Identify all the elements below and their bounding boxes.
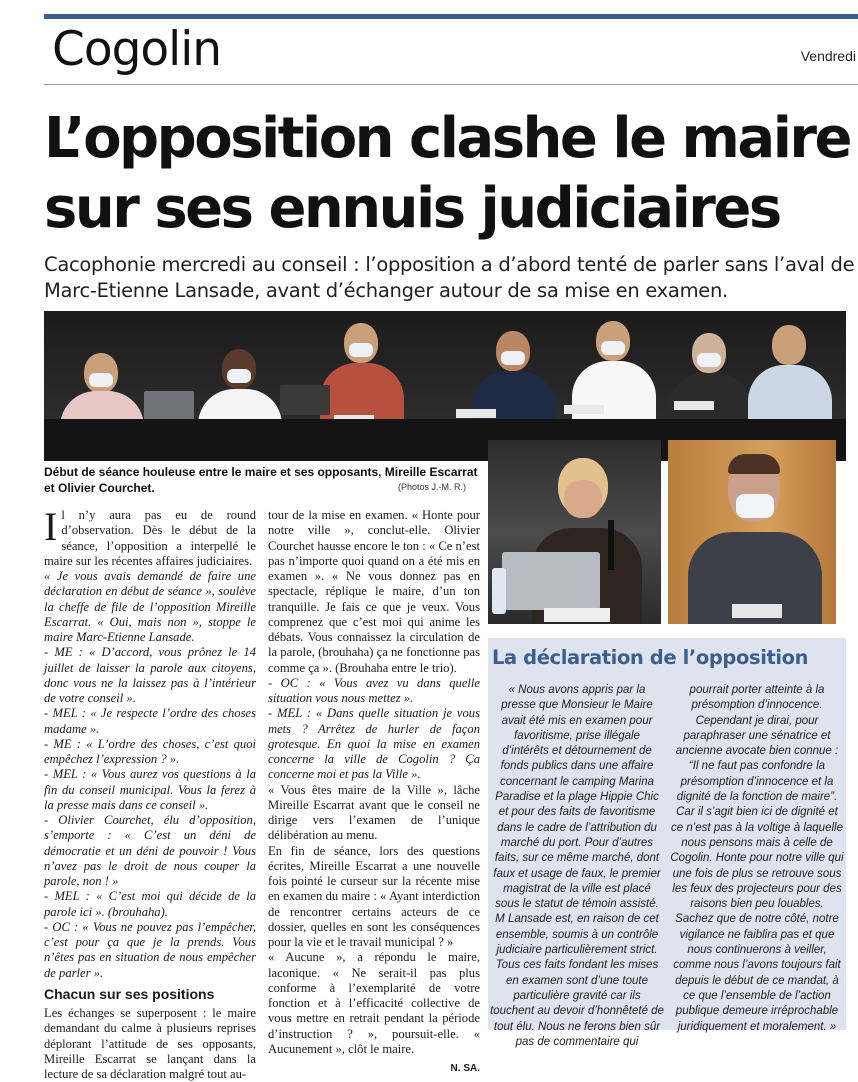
header-rule: [44, 84, 858, 85]
article-paragraph: - ME : « L’ordre des choses, c’est quoi empêchez l’expression ? ».: [44, 736, 256, 766]
subheading: Chacun sur ses positions: [44, 985, 215, 1002]
article-paragraph: - Olivier Courchet, élu d’opposition, s’emporte : « C’est un déni de démocratie et un déni de pouvoir ! Vous n’avez pas le droit de nous couper la parole, non ! »: [44, 813, 256, 888]
article-paragraph: Il n’y aura pas eu de round d’observation. Dès le début de la séance, l’opposition a interpellé le maire sur les récentes affaires judiciaires.: [44, 504, 256, 568]
box-column-1: « Nous avons appris par la presse que Monsieur le Maire avait été mis en examen pour favoritisme, prise illégale d’intérêts et détournement de fonds publics dans une affaire concernant le camping Marina Paradise et la plage Hippie Chic et pour des faits de favoritisme dans le cadre de l’attribution du marché du port. Pour d’autres faits, sur ce même marché, dont faux et usage de faux, le premier magistrat de la ville est placé sous le statut de témoin assisté. M Lansade est, en raison de cet ensemble, soumis à un contrôle judiciaire particulièrement strict. Tous ces faits fondant les mises en examen sont d’une toute particulière gravité car ils touchent au devoir d’honnêteté de tout élu. Nous ne ferons bien sûr pas de commentaire qui: [490, 684, 664, 1048]
article-paragraph: « Vous êtes maire de la Ville », lâche Mireille Escarrat avant que le conseil ne dirige vers l’examen de l’unique délibération au menu.: [268, 782, 480, 843]
dateline: Vendredi: [800, 48, 856, 64]
article-paragraph: - OC : « Vous ne pouvez pas l’empêcher, c’est pour ça que je la prends. Vous n’êtes pas en situation de nous empêcher de parler ».: [44, 919, 256, 980]
article-paragraph: « Aucune », a répondu le maire, laconique. « Ne serait-il pas plus conforme à l’exemplarité de votre fonction et à l’efficacité collective de vous mettre en retrait pendant la période d’instruction ? », poursuit-elle. « Aucunement », clôt le maire.: [268, 950, 480, 1056]
council-photo: [44, 311, 846, 461]
nameplate: [674, 401, 714, 410]
headline-line-1: L’opposition clashe le maire: [44, 106, 850, 171]
author-signature: N. SA.: [450, 1063, 480, 1074]
article-paragraph: - MEL : « Dans quelle situation je vous mets ? Arrêtez de hurler de façon grotesque. En quoi la mise en examen concerne la ville de Cogolin ? Ça concerne moi et pas la Ville ».: [268, 706, 480, 782]
chapo: Cacophonie mercredi au conseil : l’opposition a d’abord tenté de parler sans l’aval de Marc-Etienne Lansade, avant d’échanger autour de sa mise en examen.: [44, 253, 855, 302]
photo-credit: (Photos J.-M. R.): [398, 482, 467, 492]
article-paragraph: - MEL : « Je respecte l’ordre des choses madame ».: [44, 706, 256, 736]
opposition-declaration-box: [488, 638, 846, 1048]
laptop: [280, 385, 330, 415]
opposition-leader-photo: [488, 440, 661, 624]
box-title: La déclaration de l’opposition: [492, 646, 809, 669]
article-paragraph: Les échanges se superposent : le maire demandant du calme à plusieurs reprises déplorant l’attitude de ses opposants, Mireille Escarrat se lançant dans la lecture de sa déclaration malgré tout au-: [44, 1006, 256, 1081]
opposition-councillor-photo: [668, 440, 836, 624]
section-title: Cogolin: [52, 22, 222, 77]
article-column-2: [268, 508, 480, 1076]
nameplate: [456, 409, 496, 418]
headline: [44, 104, 854, 244]
box-column-2: pourrait porter atteinte à la présomption d’innocence. Cependant je dirai, pour paraphraser une sénatrice et ancienne avocate bien connue : “Il ne faut pas confondre la présomption d’innocence et la dignité de la fonction de maire”. Car il s’agit bien ici de dignité et ce n’est pas à la voltige à laquelle nous pensons mais à celle de Cogolin. Honte pour notre ville qui une fois de plus se retrouve sous les feux des projecteurs pour des raisons bien peu louables. Sachez que de notre côté, notre vigilance ne faiblira pas et que nous continuerons à veiller, comme nous l’avons toujours fait depuis le début de ce mandat, à ce que l’ensemble de l’action publique demeure irréprochable juridiquement et moralement. »: [670, 684, 844, 1033]
article-paragraph: - MEL : « C’est moi qui décide de la parole ici ». (brouhaha).: [44, 889, 256, 919]
article-paragraph: « Je vous avais demandé de faire une déclaration en début de séance », soulève la cheffe de file de l’opposition Mireille Escarrat. « Oui, mais non », stoppe le maire Marc-Etienne Lansade.: [44, 569, 256, 644]
top-accent-bar: [44, 14, 858, 19]
article-column-1: [44, 504, 256, 1082]
article-paragraph: tour de la mise en examen. « Honte pour notre ville », conclut-elle. Olivier Courchet hausse encore le ton : « Ce n’est pas n’importe quoi quand on a été mis en examen ». « Ne vous donnez pas en spectacle, réplique le maire, d’un ton tranquille. Je fais ce que je veux. Vous comprenez que c’est moi qui anime les débats. Vous connaissez la circulation de la parole, (brouhaha) ça ne fonctionne pas comme ça ». (Brouhaha entre le trio).: [268, 508, 480, 675]
article-paragraph: - OC : « Vous avez vu dans quelle situation vous nous mettez ».: [268, 675, 480, 705]
laptop: [144, 391, 194, 421]
article-paragraph: - MEL : « Vous aurez vos questions à la fin du conseil municipal. Vous la ferez à la presse mais dans ce conseil ».: [44, 767, 256, 812]
headline-line-2: sur ses ennuis judiciaires: [44, 176, 780, 241]
photo-caption: Début de séance houleuse entre le maire et ses opposants, Mireille Escarrat et Olivier Courchet.: [44, 465, 478, 495]
drop-cap: I: [44, 504, 58, 549]
article-paragraph: En fin de séance, lors des questions écrites, Mireille Escarrat a une nouvelle fois pointé le curseur sur la récente mise en examen du maire : « Ayant interdiction de rencontrer certains acteurs de ce dossier, quelles en sont les conséquences pour la vie et le travail municipal ? »: [268, 843, 480, 949]
article-paragraph: - ME : « D’accord, vous prônez le 14 juillet de laisser la parole aux citoyens, donc vous ne la laissez pas à l’intérieur de votre conseil ».: [44, 645, 256, 705]
nameplate: [564, 405, 604, 414]
